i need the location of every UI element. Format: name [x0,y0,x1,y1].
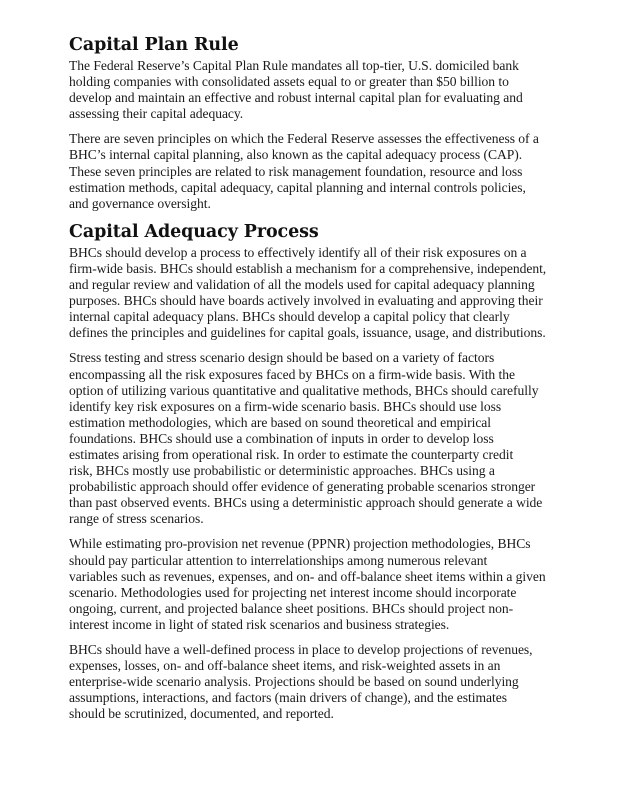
text-line: ongoing, current, and projected balance sheet positions. BHCs should project non- [69,600,514,616]
text-line: Stress testing and stress scenario design should be based on a variety of factors [69,350,495,366]
text-line: There are seven principles on which the Federal Reserve assesses the effectiveness of a [69,131,539,147]
section-capital-plan-rule [69,34,559,212]
text-line: expenses, losses, on- and off-balance sheet items, and risk-weighted assets in an [69,658,501,674]
text-line: enterprise-wide scenario analysis. Projections should be based on sound underlying [69,674,519,690]
text-line: range of stress scenarios. [69,511,204,527]
text-line: BHCs should develop a process to effectively identify all of their risk exposures on a [69,244,527,260]
text-line: holding companies with consolidated assets equal to or greater than $50 billion to [69,74,509,90]
text-line: should pay particular attention to interrelationships among numerous relevant [69,552,488,568]
paragraph [69,642,559,722]
text-line: internal capital adequacy plans. BHCs should develop a capital policy that clearly [69,309,510,325]
text-line: develop and maintain an effective and robust internal capital plan for evaluating and [69,90,523,106]
document-page [69,34,559,731]
text-line: firm-wide basis. BHCs should establish a mechanism for a comprehensive, independent, [69,260,547,276]
text-line: probabilistic approach should offer evidence of generating probable scenarios stronger [69,479,536,495]
text-line: interest income in light of stated risk scenarios and business strategies. [69,616,450,632]
text-line: estimation methodologies, which are based on sound theoretical and empirical [69,414,492,430]
text-line: The Federal Reserve’s Capital Plan Rule mandates all top-tier, U.S. domiciled bank [69,58,519,73]
text-line: encompassing all the risk exposures faced by BHCs on a firm-wide basis. With the [69,366,515,382]
text-line: defines the principles and guidelines for capital goals, issuance, usage, and distributions. [69,325,546,341]
text-line: assumptions, interactions, and factors (main drivers of change), and the estimates [69,690,507,706]
text-line: option of utilizing various quantitative and qualitative methods, BHCs should carefully [69,382,539,398]
text-line: identify key risk exposures on a firm-wide scenario basis. BHCs should use loss [69,398,502,414]
text-line: scenario. Methodologies used for projecting net interest income should incorporate [69,584,517,600]
text-line: While estimating pro-provision net revenue (PPNR) projection methodologies, BHCs [69,536,531,552]
text-line: variables such as revenues, expenses, and on- and off-balance sheet items within a given [69,568,546,584]
text-line: foundations. BHCs should use a combination of inputs in order to develop loss [69,430,494,446]
text-line: estimates arising from operational risk. In order to estimate the counterparty credit [69,446,514,462]
paragraph [69,245,559,342]
text-line: should be scrutinized, documented, and reported. [69,706,334,722]
paragraph [69,131,559,211]
paragraph [69,58,559,122]
text-line: and governance oversight. [69,195,211,211]
text-line: risk, BHCs mostly use probabilistic or deterministic approaches. BHCs using a [69,463,495,479]
paragraph [69,350,559,527]
text-line: than past observed events. BHCs using a deterministic approach should generate a wide [69,495,543,511]
text-line: purposes. BHCs should have boards actively involved in evaluating and approving their [69,293,543,309]
text-line: BHCs should have a well-defined process in place to develop projections of revenues, [69,642,533,657]
text-line: assessing their capital adequacy. [69,106,244,122]
text-line: BHC’s internal capital planning, also known as the capital adequacy process (CAP). [69,147,523,163]
section-capital-adequacy-process [69,221,559,723]
section-heading: Capital Adequacy Process [69,221,319,242]
text-line: These seven principles are related to risk management foundation, resource and loss [69,163,523,179]
text-line: and regular review and validation of all the models used for capital adequacy planning [69,277,535,293]
paragraph [69,536,559,633]
section-heading: Capital Plan Rule [69,35,239,55]
text-line: estimation methods, capital adequacy, capital planning and internal controls policies, [69,179,526,195]
